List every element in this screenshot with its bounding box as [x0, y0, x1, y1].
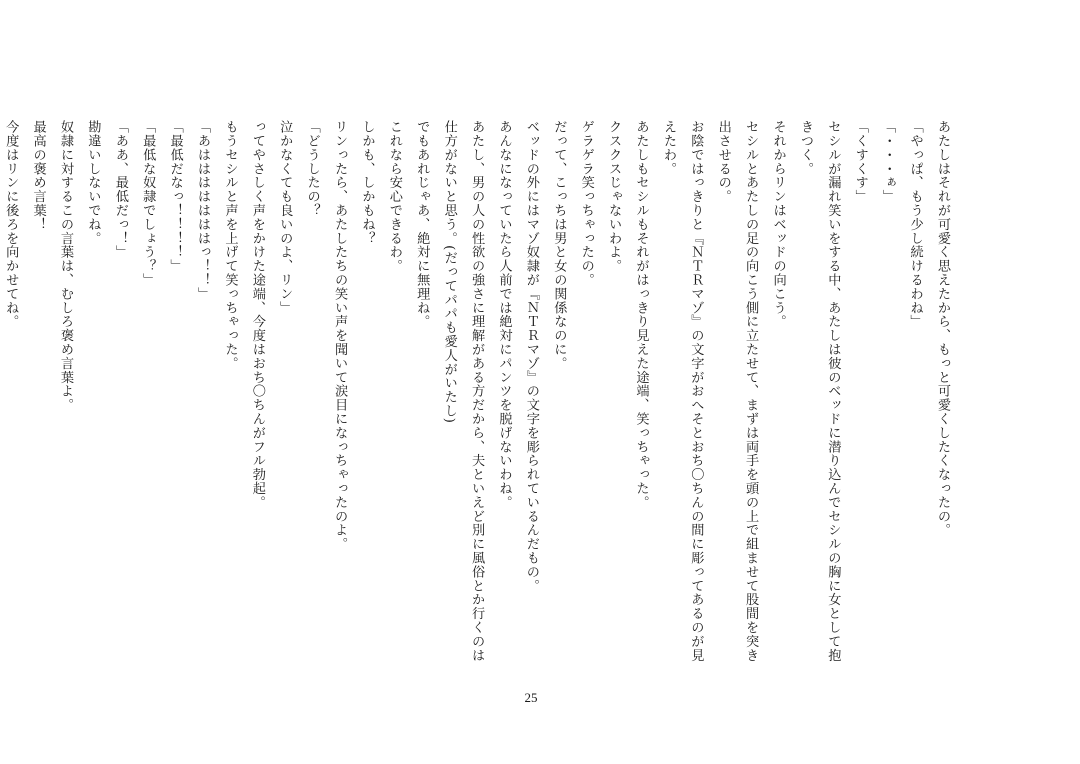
text-line: あたしはそれが可愛く思えたから、もっと可愛くしたくなったの。: [935, 120, 950, 537]
text-line: えたわ。: [660, 120, 676, 176]
text-line: それからリンはベッドの向こう。: [770, 120, 786, 329]
text-line: 最高の褒め言葉！: [30, 120, 46, 232]
text-line: 「くすくす」: [852, 120, 868, 204]
text-line: リンったら、あたしたちの笑い声を聞いて涙目になっちゃったのよ。: [332, 120, 348, 551]
text-line: 「どうしたの？: [304, 120, 320, 218]
text-line: 「・・・ぁ」: [880, 120, 896, 204]
text-line: きつく。: [797, 120, 813, 176]
text-line: 「最低だなっ！！！！」: [167, 120, 183, 273]
text-line: これなら安心できるわ。: [386, 120, 402, 273]
text-line: もうセシルと声を上げて笑っちゃった。: [222, 120, 238, 371]
text-line: あたしもセシルもそれがはっきり見えた途端、笑っちゃった。: [633, 120, 649, 510]
text-line: 「ああ、最低だっ！」: [112, 120, 128, 259]
text-line: セシルとあたしの足の向こう側に立たせて、まずは両手を頭の上で組ませて股間を突き: [743, 120, 759, 663]
text-line: クスクスじゃないわよ。: [606, 120, 622, 273]
text-line: 仕方がないと思う。(だってパパも愛人がいたし): [441, 120, 457, 424]
text-line: 泣かなくても良いのよ、リン」: [277, 120, 293, 315]
text-line: セシルが漏れ笑いをする中、あたしは彼のベッドに潜り込んでセシルの胸に女として抱: [825, 120, 841, 663]
text-line: あんなになっていたら人前では絶対にパンツを脱げないわね。: [496, 120, 512, 510]
text-line: しかも、しかもね？: [359, 120, 375, 246]
text-line: ゲラゲラ笑っちゃったの。: [578, 120, 594, 287]
text-line: 「最低な奴隷でしょう？」: [140, 120, 156, 287]
text-line: 奴隷に対するこの言葉は、むしろ褒め言葉よ。: [58, 120, 73, 412]
text-line: あたし、男の人の性欲の強さに理解がある方だから、夫といえど別に風俗とか行くのは: [469, 120, 485, 663]
text-line: 出させるの。: [715, 120, 731, 204]
text-line: 「やっぱ、もう少し続けるわね」: [907, 120, 923, 329]
text-line: ってやさしく声をかけた途端、今度はおち〇ちんがフル勃起。: [249, 120, 265, 510]
text-line: 勘違いしないでね。: [85, 120, 101, 246]
text-line: でもあれじゃあ、絶対に無理ね。: [414, 120, 430, 329]
text-line: 今度はリンに後ろを向かせてね。: [3, 120, 19, 329]
page-number: 25: [524, 690, 538, 705]
vertical-text-body: [0, 120, 956, 680]
text-line: だって、こっちは男と女の関係なのに。: [551, 120, 567, 371]
text-line: お陰ではっきりと『ＮＴＲマゾ』の文字がおへそとおち〇ちんの間に彫ってあるのが見: [688, 120, 704, 663]
text-line: ベッドの外にはマゾ奴隷が『ＮＴＲマゾ』の文字を彫られているんだもの。: [523, 120, 539, 593]
text-line: 「あはははははははっ！！」: [195, 120, 211, 301]
